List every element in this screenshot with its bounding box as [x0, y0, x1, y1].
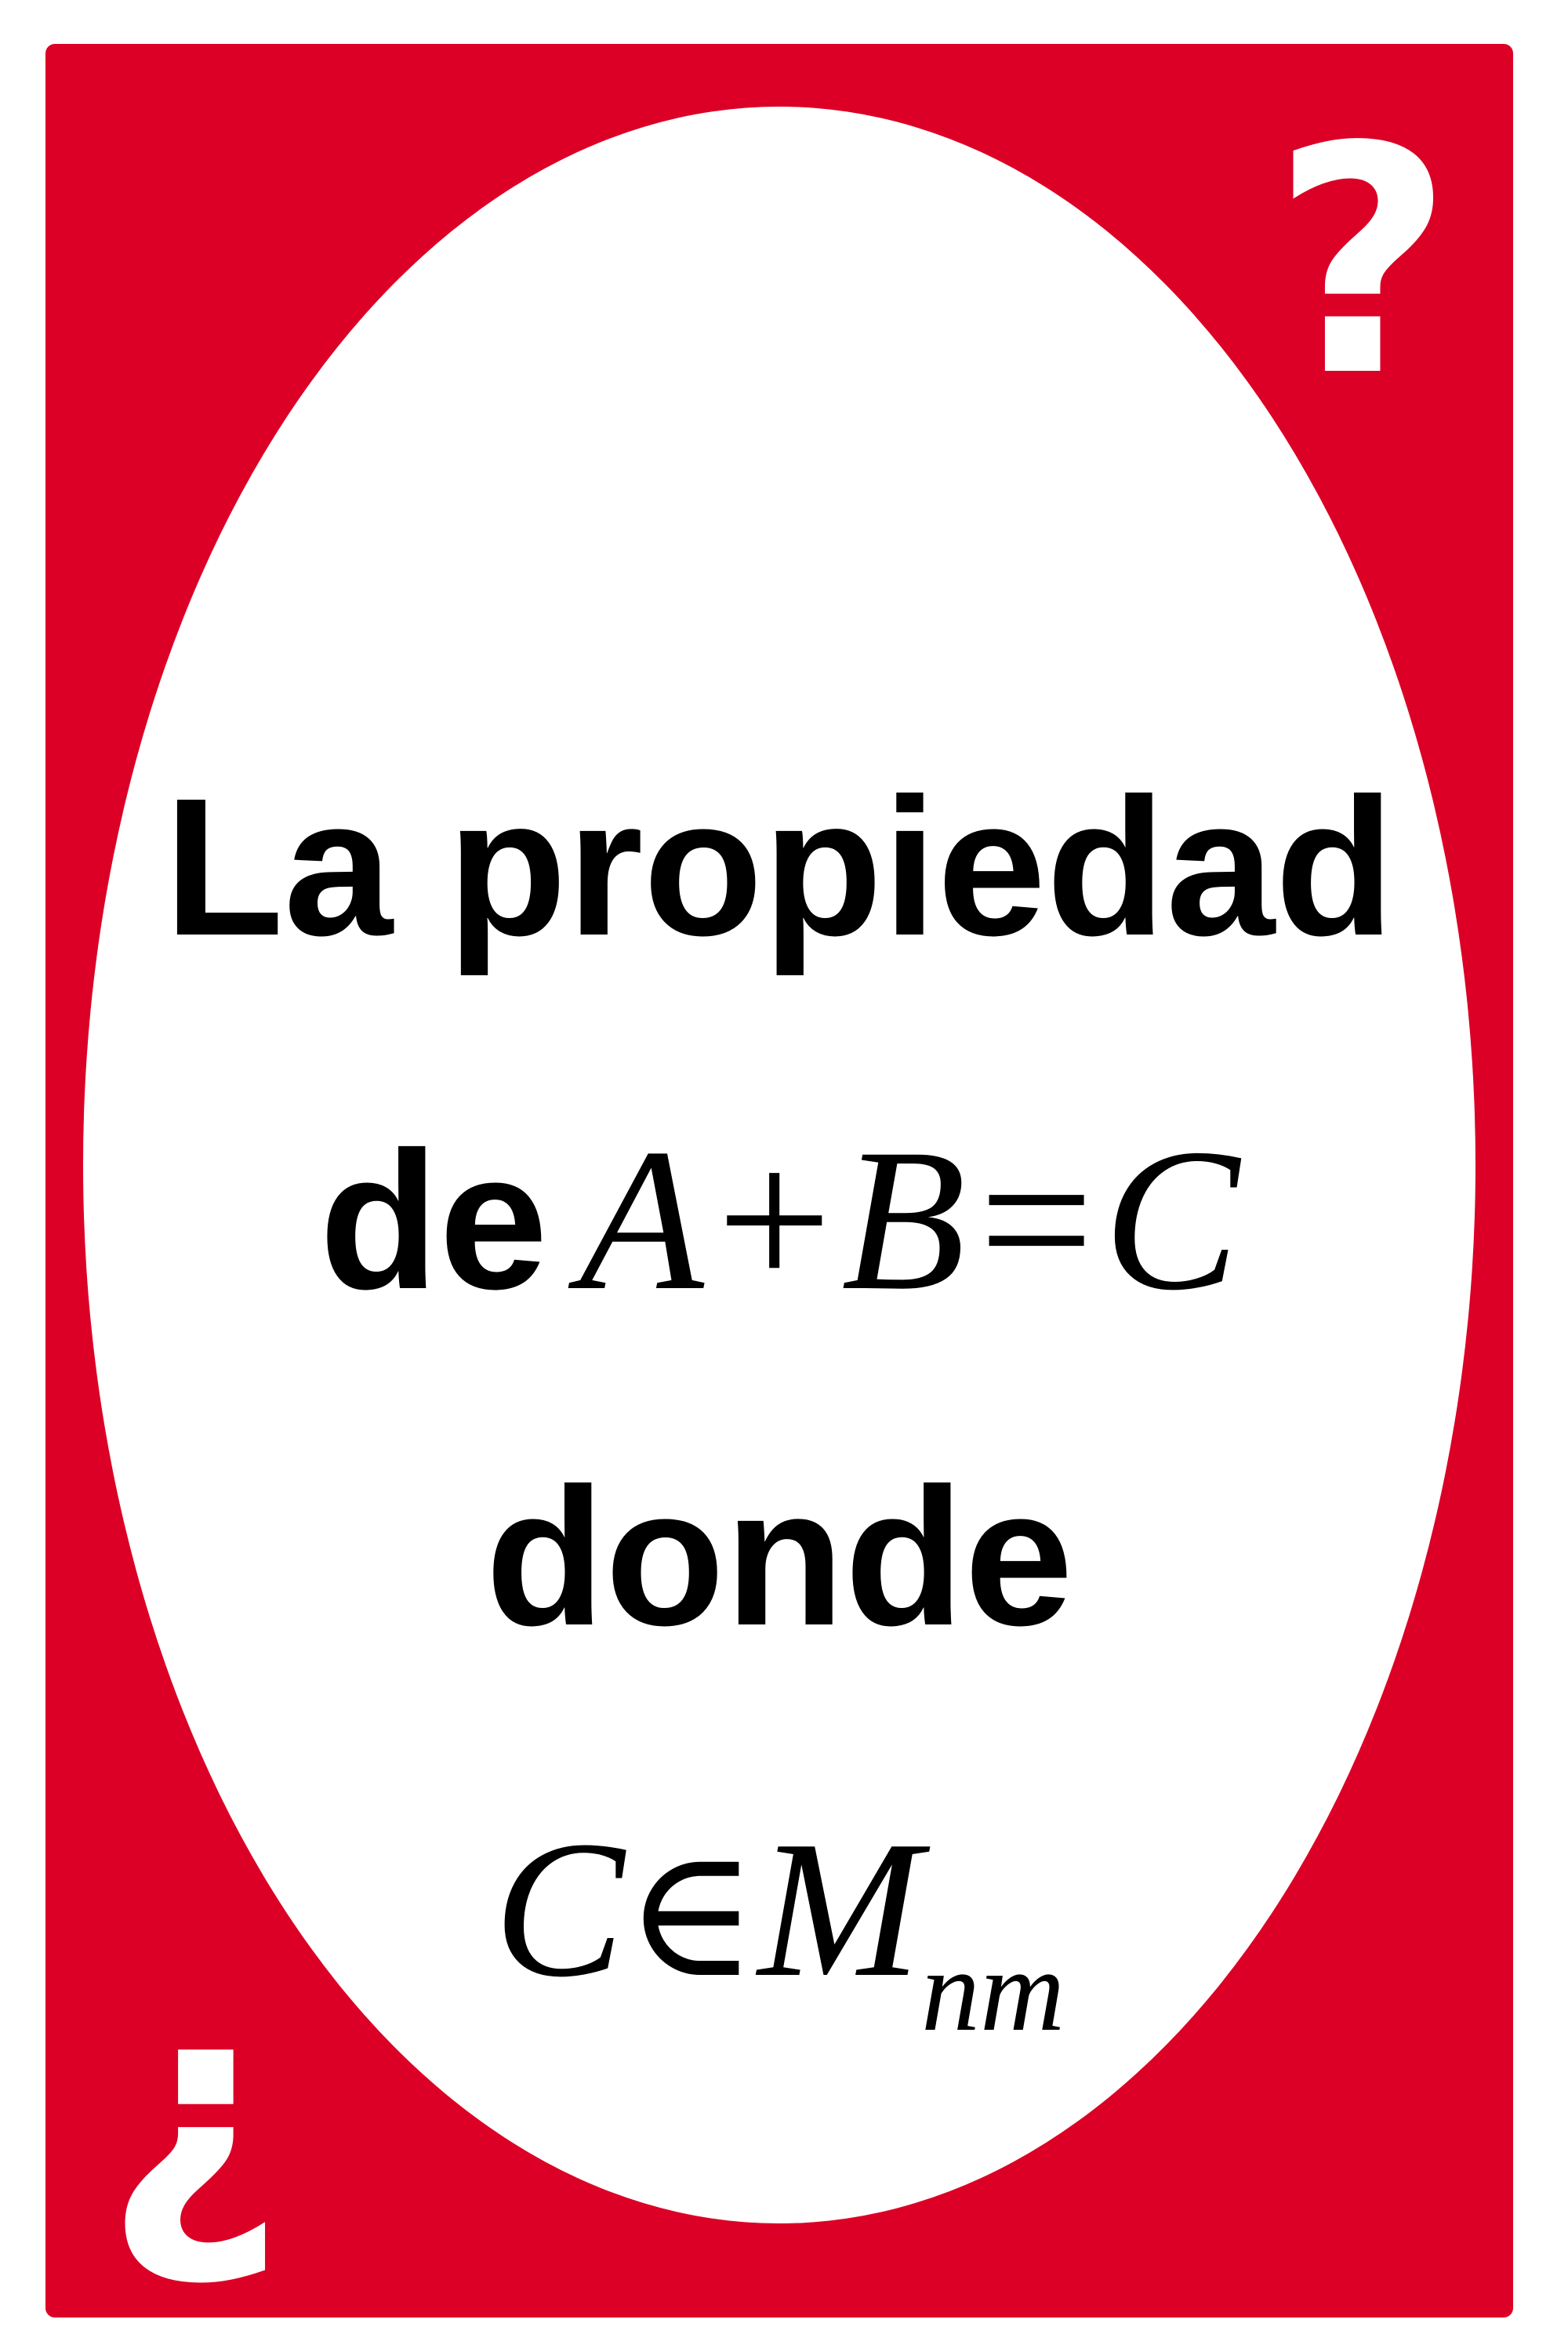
- card-line-2-text: de: [319, 1111, 548, 1330]
- question-mark-icon: ?: [1271, 81, 1454, 445]
- inverted-question-mark-icon: ¿: [103, 1931, 286, 2296]
- card-line-2: [83, 1102, 1475, 1341]
- formula-subscript: nm: [920, 1926, 1065, 2056]
- card-line-1: La propiedad: [164, 757, 1395, 976]
- equation: A+B=C: [579, 1107, 1240, 1333]
- element-of-symbol: ∈: [624, 1809, 758, 2018]
- formula-c: C: [493, 1801, 625, 2018]
- formula-m: M: [757, 1801, 921, 2018]
- membership-formula: [83, 1792, 1475, 2108]
- card-content: [83, 107, 1475, 2223]
- card: [45, 44, 1513, 2318]
- card-line-3: donde: [485, 1447, 1073, 1666]
